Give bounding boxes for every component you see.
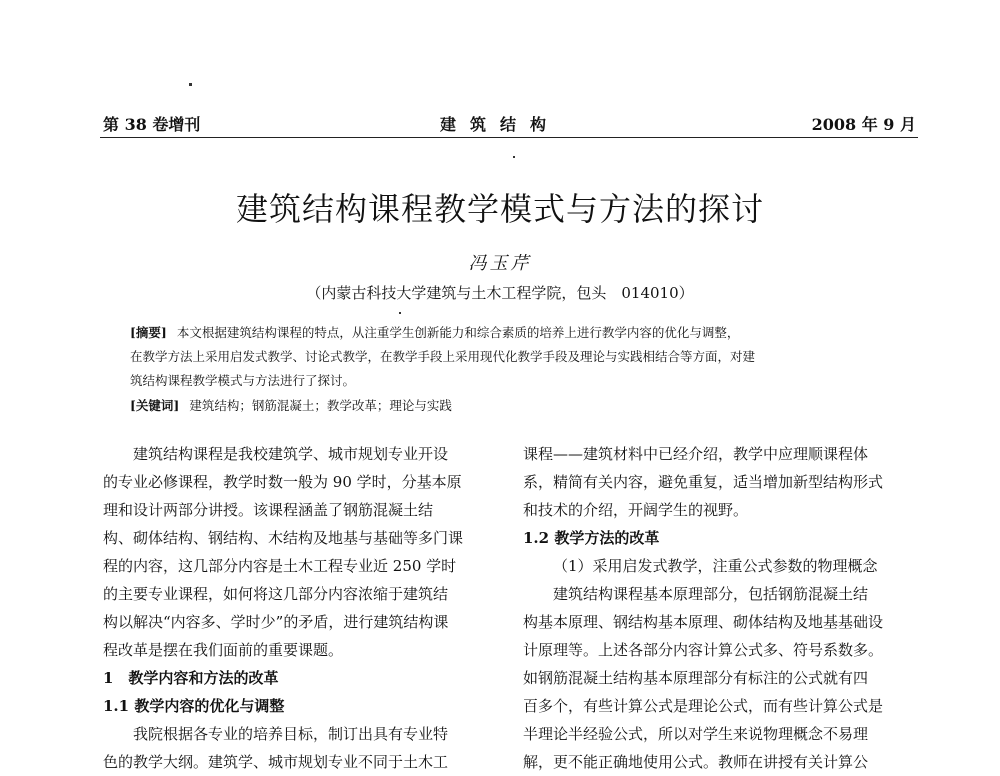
body-line: 课程——建筑材料中已经介绍，教学中应理顺课程体 <box>523 445 869 463</box>
body-line: 建筑结构课程基本原理部分，包括钢筋混凝土结 <box>553 585 869 603</box>
subsection-heading: 1.2 教学方法的改革 <box>523 529 660 547</box>
body-line: 建筑结构课程是我校建筑学、城市规划专业开设 <box>133 445 449 463</box>
abstract-line: [摘要] 本文根据建筑结构课程的特点，从注重学生创新能力和综合素质的培养上进行教学内容的优化与调整， <box>130 325 740 340</box>
body-line: 系，精简有关内容，避免重复，适当增加新型结构形式 <box>523 473 884 491</box>
body-line: 计原理等。上述各部分内容计算公式多、符号系数多。 <box>523 641 884 659</box>
body-line: 的主要专业课程，如何将这几部分内容浓缩于建筑结 <box>103 585 449 603</box>
body-line: 解，更不能正确地使用公式。教师在讲授有关计算公 <box>523 753 869 771</box>
body-line: 理和设计两部分讲授。该课程涵盖了钢筋混凝土结 <box>103 501 434 519</box>
body-column-left <box>103 440 493 776</box>
subsection-heading: 1.1 教学内容的优化与调整 <box>103 697 285 715</box>
scan-speck <box>399 312 401 314</box>
article-title: 建筑结构课程教学模式与方法的探讨 <box>235 190 764 228</box>
author-affiliation: （内蒙古科技大学建筑与土木工程学院，包头 014010） <box>306 284 694 302</box>
body-line: 色的教学大纲。建筑学、城市规划专业不同于土木工 <box>103 753 449 771</box>
journal-issue: 第 38 卷增刊 <box>103 115 201 134</box>
keywords-text: 建筑结构；钢筋混凝土；教学改革；理论与实践 <box>189 398 452 413</box>
body-line: 构基本原理、钢结构基本原理、砌体结构及地基基础设 <box>523 613 884 631</box>
scan-speck <box>189 83 192 86</box>
body-line: 构、砌体结构、钢结构、木结构及地基与基础等多门课 <box>103 529 464 547</box>
body-line: 和技术的介绍，开阔学生的视野。 <box>523 501 749 519</box>
abstract-line: 筑结构课程教学模式与方法进行了探讨。 <box>130 373 356 388</box>
scan-speck <box>513 156 515 158</box>
body-line: 如钢筋混凝土结构基本原理部分有标注的公式就有四 <box>523 669 869 687</box>
abstract-label: [摘要] <box>130 325 167 340</box>
body-line: 百多个，有些计算公式是理论公式，而有些计算公式是 <box>523 697 884 715</box>
body-line: 构以解决“内容多、学时少”的矛盾，进行建筑结构课 <box>103 613 449 631</box>
article-author: 冯玉芹 <box>468 253 532 274</box>
abstract-line: 在教学方法上采用启发式教学、讨论式教学，在教学手段上采用现代化教学手段及理论与实践相结合等方面，对建 <box>130 349 756 364</box>
body-line: 我院根据各专业的培养目标，制订出具有专业特 <box>133 725 449 743</box>
body-line: 程改革是摆在我们面前的重要课题。 <box>103 641 344 659</box>
section-heading: 1 教学内容和方法的改革 <box>103 669 279 687</box>
body-line: （1）采用启发式教学，注重公式参数的物理概念 <box>553 557 878 575</box>
header-rule <box>100 137 918 138</box>
body-line: 半理论半经验公式，所以对学生来说物理概念不易理 <box>523 725 869 743</box>
body-column-right <box>523 440 913 776</box>
publication-date: 2008 年 9 月 <box>811 115 916 134</box>
body-line: 程的内容，这几部分内容是土木工程专业近 250 学时 <box>103 557 457 575</box>
keywords-label: [关键词] <box>130 398 180 413</box>
keywords <box>130 396 452 416</box>
journal-name: 建筑结构 <box>439 115 560 134</box>
body-line: 的专业必修课程，教学时数一般为 90 学时，分基本原 <box>103 473 462 491</box>
